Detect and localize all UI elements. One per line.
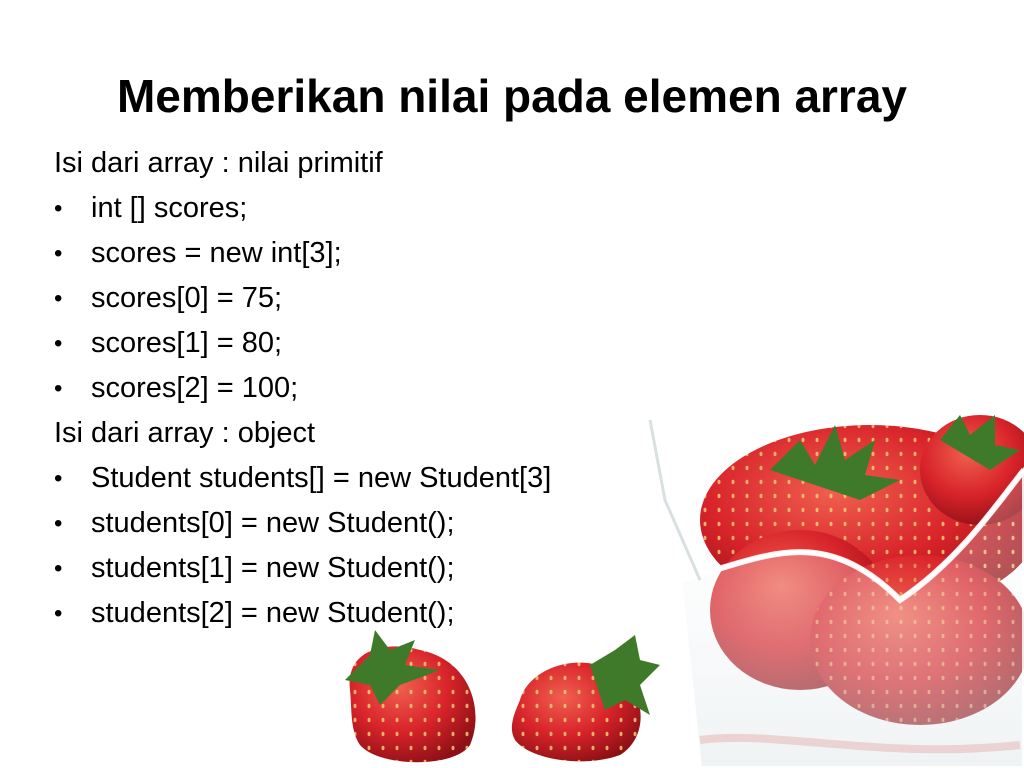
bullet-icon: •	[54, 555, 63, 582]
bullet-icon: •	[54, 375, 63, 402]
list-item: • scores = new int[3];	[54, 231, 551, 276]
list-item: • students[1] = new Student();	[54, 546, 551, 591]
strawberry-bowl	[650, 415, 1024, 768]
list-item: • scores[0] = 75;	[54, 276, 551, 321]
list-item: • int [] scores;	[54, 186, 551, 231]
bullet-icon: •	[54, 510, 63, 537]
list-item: • Student students[] = new Student[3]	[54, 456, 551, 501]
bullet-icon: •	[54, 600, 63, 627]
bullet-icon: •	[54, 285, 63, 312]
list-item: • scores[1] = 80;	[54, 321, 551, 366]
section-heading-primitive: Isi dari array : nilai primitif	[54, 147, 383, 179]
strawberry-middle	[512, 635, 660, 761]
strawberry-left	[345, 630, 476, 762]
bullet-icon: •	[54, 240, 63, 267]
bullet-icon: •	[54, 465, 63, 492]
list-item: • students[0] = new Student();	[54, 501, 551, 546]
list-item: • students[2] = new Student();	[54, 591, 551, 636]
slide-body	[54, 141, 551, 636]
bullet-icon: •	[54, 195, 63, 222]
list-item: • scores[2] = 100;	[54, 366, 551, 411]
bullet-icon: •	[54, 330, 63, 357]
slide-title: Memberikan nilai pada elemen array	[116, 70, 908, 122]
section-heading-object: Isi dari array : object	[54, 417, 316, 449]
